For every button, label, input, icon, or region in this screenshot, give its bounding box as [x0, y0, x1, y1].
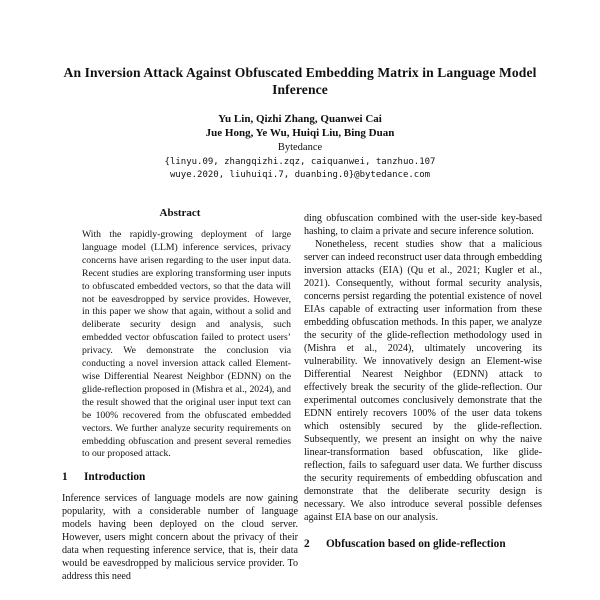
abstract-heading: Abstract	[159, 207, 201, 219]
section-2-heading	[304, 538, 542, 550]
introduction-heading	[62, 471, 298, 483]
authors-line-2: Jue Hong, Ye Wu, Huiqi Liu, Bing Duan	[205, 127, 395, 139]
authors-line-1: Yu Lin, Qizhi Zhang, Quanwei Cai	[218, 113, 382, 125]
emails-line-1: {linyu.09, zhangqizhi.zqz, caiquanwei, tanzhuo.107	[164, 157, 436, 167]
right-column-paragraph-2: Nonetheless, recent studies show that a malicious server can indeed reconstruct user data through embedding inversion attacks (EIA) (Qu et al., 2021; Kugler et al., 2021). Consequently, without formal security analysis, concerns persist regarding the potential existence of novel EIAs capable of extracting user information from these embedding obfuscation methods. In this paper, we analyze the security of the glide-reflection methodology used in (Mishra et al., 2024), ultimately uncovering its vulnerability. We innovatively design an Element-wise Differential Nearest Neighbor (EDNN) attack to effectively break the security of the glide-reflection. Our experimental outcomes conclusively demonstrate that the EDNN entirely recovers 100% of the user data tokens which ostensibly secured by the glide-reflection. Subsequently, we present an insight on why the naive linear-transformation based obfuscation, like glide-reflection, fails to safeguard user data. We further discuss the security requirements of embedding obfuscation and demonstrate that the deliberate security design is necessary. We also introduce several possible defenses against EIA base on our analysis.	[304, 239, 542, 523]
author-list	[60, 112, 540, 140]
abstract-text: With the rapidly-growing deployment of large language model (LLM) inference services, privacy concerns have arisen regarding to the user input data. Recent studies are exploring transforming user inputs to obfuscated embedded vectors, so that the data will not be eavesdropped by service provides. However, in this paper we show that again, without a solid and deliberate security design and analysis, such embedded vector obfuscation failed to protect users’ privacy. We demonstrate the conclusion via conducting a novel inversion attack called Element-wise Differential Nearest Neighbor (EDNN) on the glide-reflection proposed in (Mishra et al., 2024), and the result showed that the original user input text can be 100% recovered from the obfuscated embedded vectors. We further analyze security requirements on embedding obfuscation and present several remedies to our proposed attack.	[82, 229, 291, 460]
introduction-number: 1	[62, 471, 68, 484]
introduction-title: Introduction	[84, 471, 146, 484]
left-column	[62, 204, 298, 600]
introduction-text: Inference services of language models are now gaining popularity, with a considerable number of language models having been deployed on the cloud server. However, users might concern about the privacy of their data when requesting inference service, that is, their data would be eavesdropped by malicious service provider. To address this need	[62, 493, 298, 583]
right-column-paragraph-1: ding obfuscation combined with the user-side key-based hashing, to claim a private and secure inference solution.	[304, 213, 542, 237]
section-2-title: Obfuscation based on glide-reflection	[326, 538, 506, 550]
emails-line-2: wuye.2020, liuhuiqi.7, duanbing.0}@bytedance.com	[169, 170, 431, 180]
section-2-number: 2	[304, 538, 310, 550]
right-column	[304, 212, 542, 600]
paper-title: An Inversion Attack Against Obfuscated Embedding Matrix in Language Model Inference	[63, 65, 537, 97]
affiliation: Bytedance	[277, 142, 323, 153]
author-emails	[60, 156, 540, 182]
